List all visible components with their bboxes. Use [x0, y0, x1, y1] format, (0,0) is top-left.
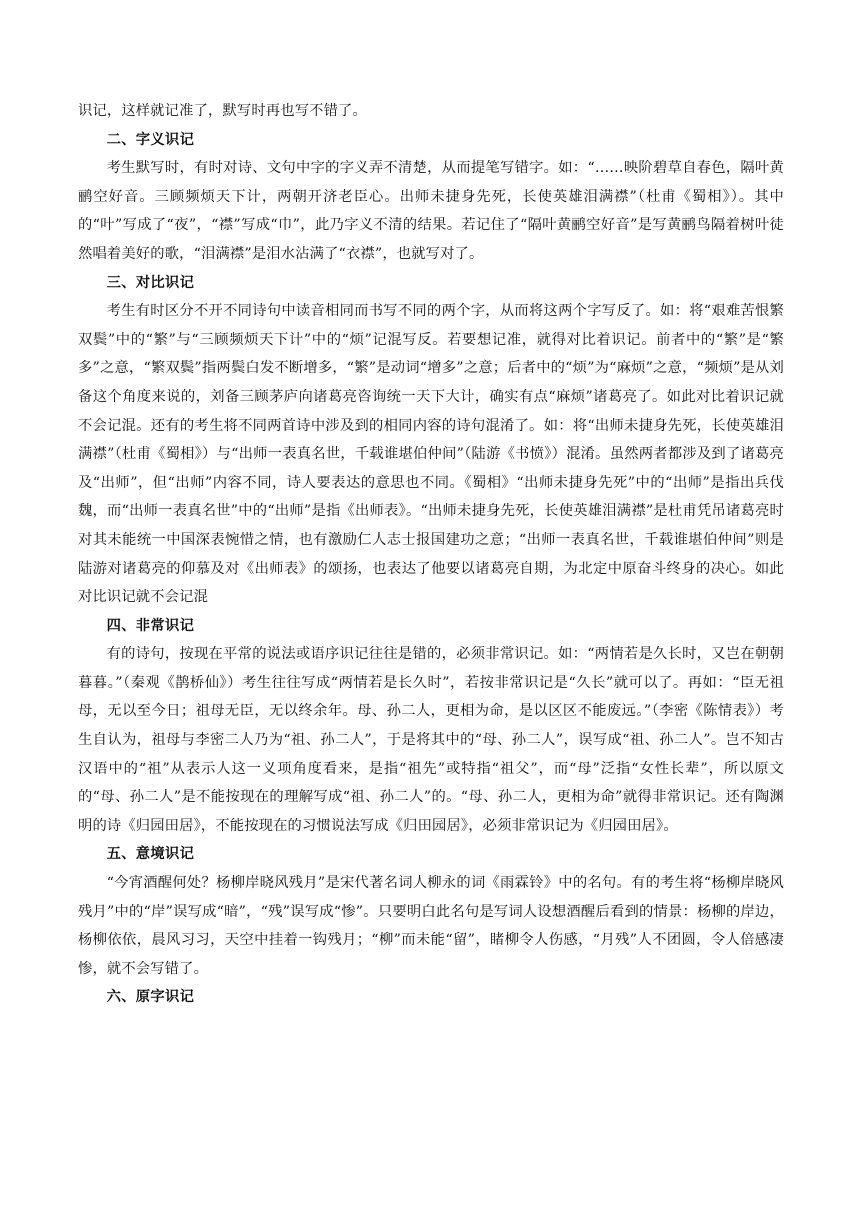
section-body-contrast: 考生有时区分不开不同诗句中读音相同而书写不同的两个字，从而将这两个字写反了。如：将“艰难苦恨繁双鬓”中的“繁”与“三顾频烦天下计”中的“烦”记混写反。若要想记准，就得对比着识记。前者中的“繁”是“繁多”之意，“繁双鬓”指两鬓白发不断增多，“繁”是动词“增多”之意；后者中的“烦”为“麻烦”之意，“频烦”是从刘备这个角度来说的，刘备三顾茅庐向诸葛亮咨询统一天下大计，确实有点“麻烦”诸葛亮了。如此对比着识记就不会记混。还有的考生将不同两首诗中涉及到的相同内容的诗句混淆了。如：将“出师未捷身先死，长使英雄泪满襟”（杜甫《蜀相》）与“出师一表真名世，千载谁堪伯仲间”（陆游《书愤》）混淆。虽然两者都涉及到了诸葛亮及“出师”，但“出师”内容不同，诗人要表达的意思也不同。《蜀相》“出师未捷身先死”中的“出师”是指出兵伐魏，而“出师一表真名世”中的“出师”是指《出师表》。“出师未捷身先死，长使英雄泪满襟”是杜甫凭吊诸葛亮时对其未能统一中国深表惋惜之情，也有激励仁人志士报国建功之意；“出师一表真名世，千载谁堪伯仲间”则是陆游对诸葛亮的仰慕及对《出师表》的颂扬，也表达了他要以诸葛亮自期，为北定中原奋斗终身的决心。如此对比识记就不会记混: [78, 303, 784, 606]
section-body-meaning: 考生默写时，有时对诗、文句中字的字义弄不清楚，从而提笔写错字。如：“……映阶碧草自春色，隔叶黄鹂空好音。三顾频烦天下计，两朝开济老臣心。出师未捷身先死，长使英雄泪满襟”（杜甫《蜀相》）。其中的“叶”写成了“夜”，“襟”写成“巾”，此乃字义不清的结果。若记住了“隔叶黄鹂空好音”是写黄鹂鸟隔着树叶徒然唱着美好的歌，“泪满襟”是泪水沾满了“衣襟”，也就写对了。: [78, 160, 784, 262]
section-heading-original: 六、原字识记: [106, 989, 195, 1006]
intro-line: 识记，这样就记准了，默写时再也写不错了。: [78, 103, 367, 119]
section-body-unusual: 有的诗句，按现在平常的说法或语序识记往往是错的，必须非常识记。如：“两情若是久长时，又岂在朝朝暮暮。”（秦观《鹊桥仙》）考生往往写成“两情若是长久时”，若按非常识记是“久长”就可以了。再如：“臣无祖母，无以至今日；祖母无臣，无以终余年。母、孙二人，更相为命，是以区区不能废远。”（李密《陈情表》）考生自认为，祖母与李密二人乃为“祖、孙二人”，于是将其中的“母、孙二人”，误写成“祖、孙二人”。岂不知古汉语中的“祖”从表示人这一义项角度看来，是指“祖先”或特指“祖父”，而“母”泛指“女性长辈”，所以原文的“母、孙二人”是不能按现在的理解写成“祖、孙二人”的。“母、孙二人，更相为命”就得非常识记。还有陶渊明的诗《归园田居》，不能按现在的习惯说法写成《归田园居》，必须非常识记为《归园田居》。: [78, 646, 784, 834]
section-heading-unusual: 四、非常识记: [106, 617, 195, 634]
section-heading-meaning: 二、字义识记: [106, 131, 195, 148]
document-page: [78, 97, 784, 1012]
section-body-imagery: “今宵酒醒何处？杨柳岸晓风残月”是宋代著名词人柳永的词《雨霖铃》中的名句。有的考生将“杨柳岸晓风残月”中的“岸”误写成“暗”，“残”误写成“惨”。只要明白此名句是写词人设想酒醒后看到的情景：杨柳的岸边，杨柳依依，晨风习习，天空中挂着一钩残月；“柳”而未能“留”，睹柳令人伤感，“月残”人不团圆，令人倍感凄惨，就不会写错了。: [78, 875, 784, 977]
section-heading-imagery: 五、意境识记: [106, 846, 195, 863]
section-heading-contrast: 三、对比识记: [106, 274, 195, 291]
